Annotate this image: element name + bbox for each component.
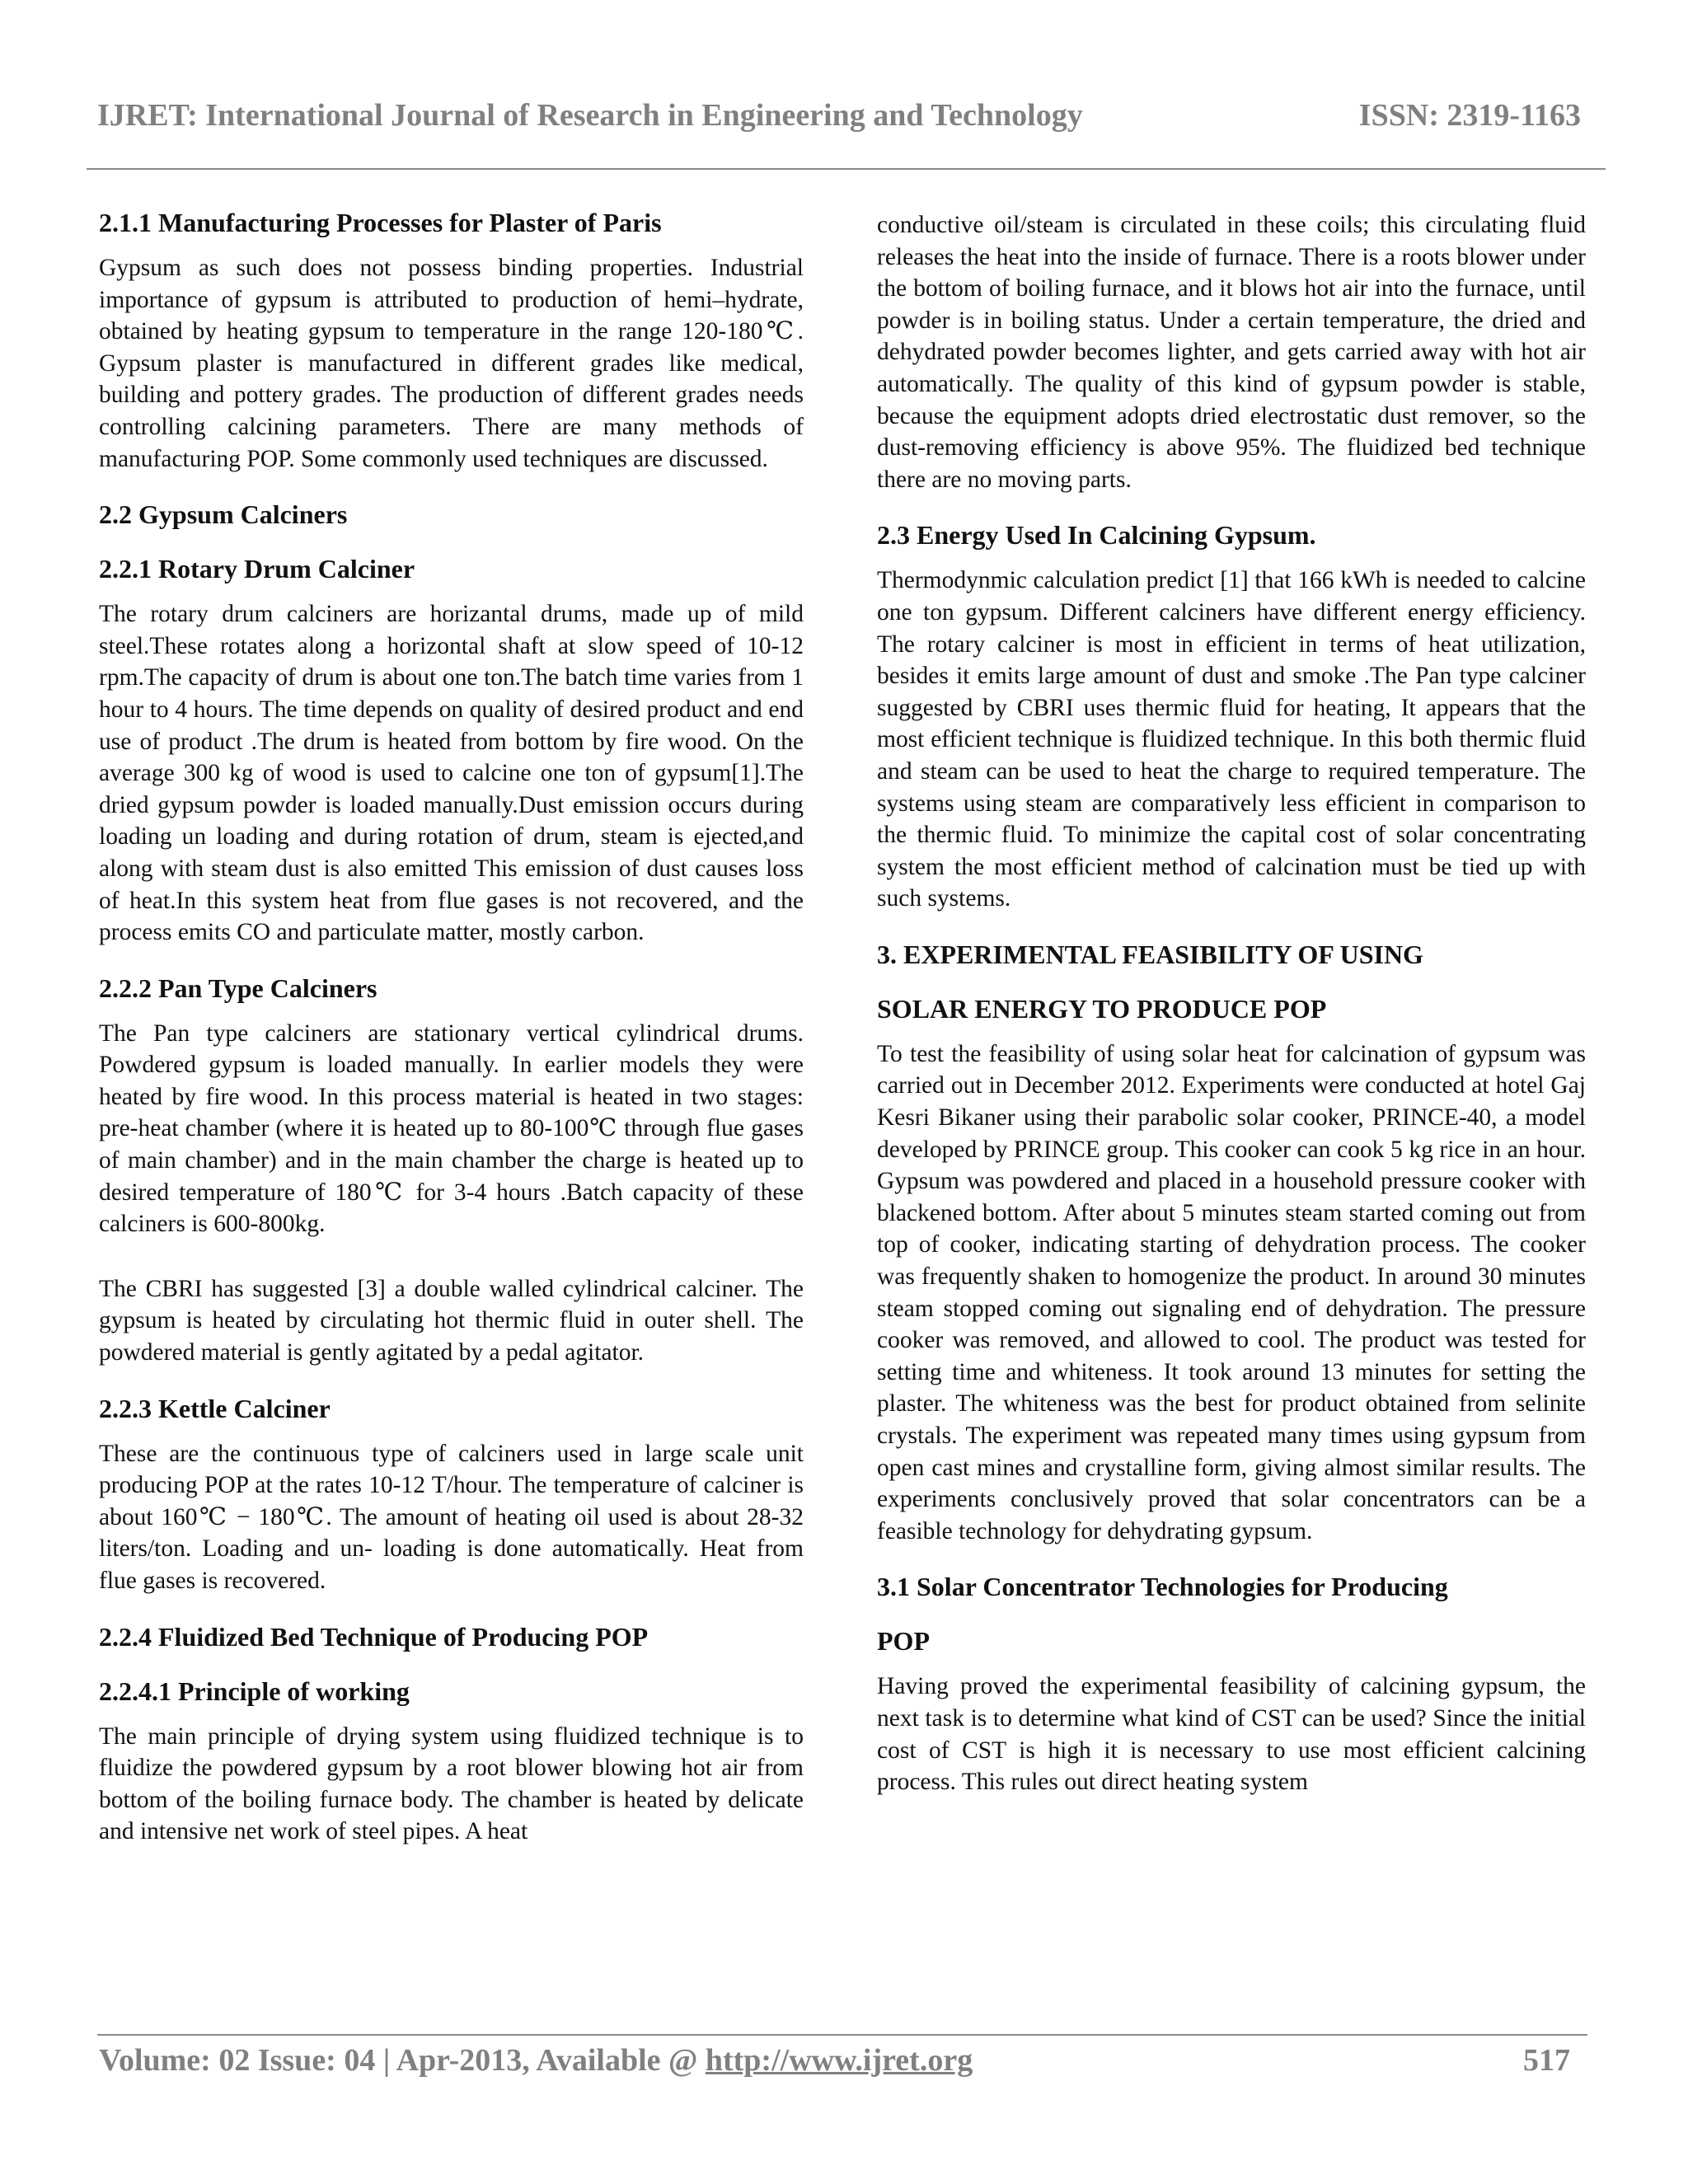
page-number: 517 (1523, 2043, 1570, 2078)
paragraph-continued: conductive oil/steam is circulated in these coils; this circulating fluid releases the heat into the inside of furnace. There is a roots blower under the bottom of boiling furnace, and it blows hot air into the furnace, until powder is in boiling status. Under a certain temperature, the dried and dehydrated powder becomes lighter, and gets carried away with hot air automatically. The quality of this kind of gypsum powder is stable, because the equipment adopts dried electrostatic dust remover, so the dust-removing efficiency is above 95%. The fluidized bed technique there are no moving parts. (877, 212, 1586, 493)
journal-link[interactable]: http://www.ijret.org (705, 2043, 973, 2078)
footer-volume-text: Volume: 02 Issue: 04 | Apr-2013, Available @ (99, 2043, 706, 2078)
paragraph-3: To test the feasibility of using solar heat for calcination of gypsum was carried out in December 2012. Experiments were conducted at hotel Gaj Kesri Bikaner using their parabolic solar cooker, PRINCE-40, a model developed by PRINCE group. This cooker can cook 5 kg rice in an hour. Gypsum was powdered and placed in a household pressure cooker with blackened bottom. After about 5 minutes steam started coming out from top of cooker, indicating starting of dehydration process. The cooker was frequently shaken to homogenize the product. In around 30 minutes steam stopped coming out signaling end of dehydration. The pressure cooker was removed, and allowed to cool. The product was tested for setting time and whiteness. It took around 13 minutes for setting the plaster. The whiteness was the best for product obtained from selinite crystals. The experiment was repeated many times using gypsum from open cast mines and crystalline form, giving almost similar results. The experiments conclusively proved that solar concentrators can be a feasible technology for dehydrating gypsum. (877, 1040, 1586, 1544)
paragraph-2-1-1: Gypsum as such does not possess binding properties. Industrial importance of gypsum is attributed to production of hemi–hydrate, obtained by heating gypsum to temperature in the range 120-180℃. Gypsum plaster is manufactured in different grades like medical, building and pottery grades. The production of different grades needs controlling calcining parameters. There are many methods of manufacturing POP. Some commonly used techniques are discussed. (99, 255, 804, 472)
paragraph-2-2-4-1: The main principle of drying system using fluidized technique is to fluidize the powdered gypsum by a root blower blowing hot air from bottom of the boiling furnace body. The chamber is heated by delicate and intensive net work of steel pipes. A heat (99, 1722, 804, 1845)
journal-title: IJRET: International Journal of Research in Engineering and Technology (97, 98, 1083, 133)
paragraph-2-3: Thermodynmic calculation predict [1] that 166 kWh is needed to calcine one ton gypsum. Different calciners have different energy efficiency. The rotary calciner is most in efficient in terms of heat utilization, besides it emits large amount of dust and smoke .The Pan type calciner suggested by CBRI uses thermic fluid for heating, It appears that the most efficient technique is fluidized technique. In this both thermic fluid and steam can be used to heat the charge to required temperature. The systems using steam are comparatively less efficient in comparison to the thermic fluid. To minimize the capital cost of solar concentrating system the most efficient method of calcination must be tied up with such systems. (877, 567, 1586, 912)
heading-3-line1: 3. EXPERIMENTAL FEASIBILITY OF USING (877, 939, 1423, 969)
heading-2-2-4: 2.2.4 Fluidized Bed Technique of Producing POP (99, 1621, 649, 1652)
left-column (99, 206, 804, 1871)
page-footer (99, 2042, 1570, 2088)
heading-2-2-2: 2.2.2 Pan Type Calciners (99, 972, 377, 1003)
heading-2-2: 2.2 Gypsum Calciners (99, 499, 348, 530)
right-column (877, 209, 1586, 1821)
header-rule (87, 168, 1606, 170)
paragraph-2-2-2b: The CBRI has suggested [3] a double walled cylindrical calciner. The gypsum is heated by circulating hot thermic fluid in outer shell. The powdered material is gently agitated by a pedal agitator. (99, 1275, 804, 1366)
heading-2-3: 2.3 Energy Used In Calcining Gypsum. (877, 520, 1316, 551)
footer-rule (97, 2034, 1587, 2036)
footer-volume (99, 2042, 973, 2079)
heading-2-2-1: 2.2.1 Rotary Drum Calciner (99, 554, 415, 584)
paragraph-3-1: Having proved the experimental feasibility of calcining gypsum, the next task is to determine what kind of CST can be used? Since the initial cost of CST is high it is necessary to use most efficient calcining process. This rules out direct heating system (877, 1673, 1586, 1796)
heading-2-1-1: 2.1.1 Manufacturing Processes for Plaster of Paris (99, 208, 662, 237)
heading-2-2-3: 2.2.3 Kettle Calciner (99, 1393, 331, 1423)
issn: ISSN: 2319-1163 (1358, 98, 1581, 133)
heading-3-line2: SOLAR ENERGY TO PRODUCE POP (877, 993, 1327, 1024)
heading-3-1-line1: 3.1 Solar Concentrator Technologies for Producing (877, 1572, 1448, 1602)
heading-3-1-line2: POP (877, 1626, 930, 1657)
heading-2-2-4-1: 2.2.4.1 Principle of working (99, 1675, 410, 1706)
page-header (97, 97, 1581, 143)
paragraph-2-2-1: The rotary drum calciners are horizantal drums, made up of mild steel.These rotates along a horizontal shaft at slow speed of 10-12 rpm.The capacity of drum is about one ton.The batch time varies from 1 hour to 4 hours. The time depends on quality of desired product and end use of product .The drum is heated from bottom by fire wood. On the average 300 kg of wood is used to calcine one ton of gypsum[1].The dried gypsum powder is loaded manually.Dust emission occurs during loading un loading and during rotation of drum, steam is ejected,and along with steam dust is also emitted This emission of dust causes loss of heat.In this system heat from flue gases is not recovered, and the process emits CO and particulate matter, mostly carbon. (99, 601, 804, 946)
paragraph-2-2-2a: The Pan type calciners are stationary vertical cylindrical drums. Powdered gypsum is loaded manually. In earlier models they were heated by fire wood. In this process material is heated in two stages: pre-heat chamber (where it is heated up to 80-100℃ through flue gases of main chamber) and in the main chamber the charge is heated up to desired temperature of 180℃ for 3-4 hours .Batch capacity of these calciners is 600-800kg. (99, 1019, 804, 1238)
paragraph-2-2-3: These are the continuous type of calciners used in large scale unit producing POP at the rates 10-12 T/hour. The temperature of calciner is about 160℃ − 180℃. The amount of heating oil used is about 28-32 liters/ton. Loading and un- loading is done automatically. Heat from flue gases is recovered. (99, 1440, 804, 1594)
